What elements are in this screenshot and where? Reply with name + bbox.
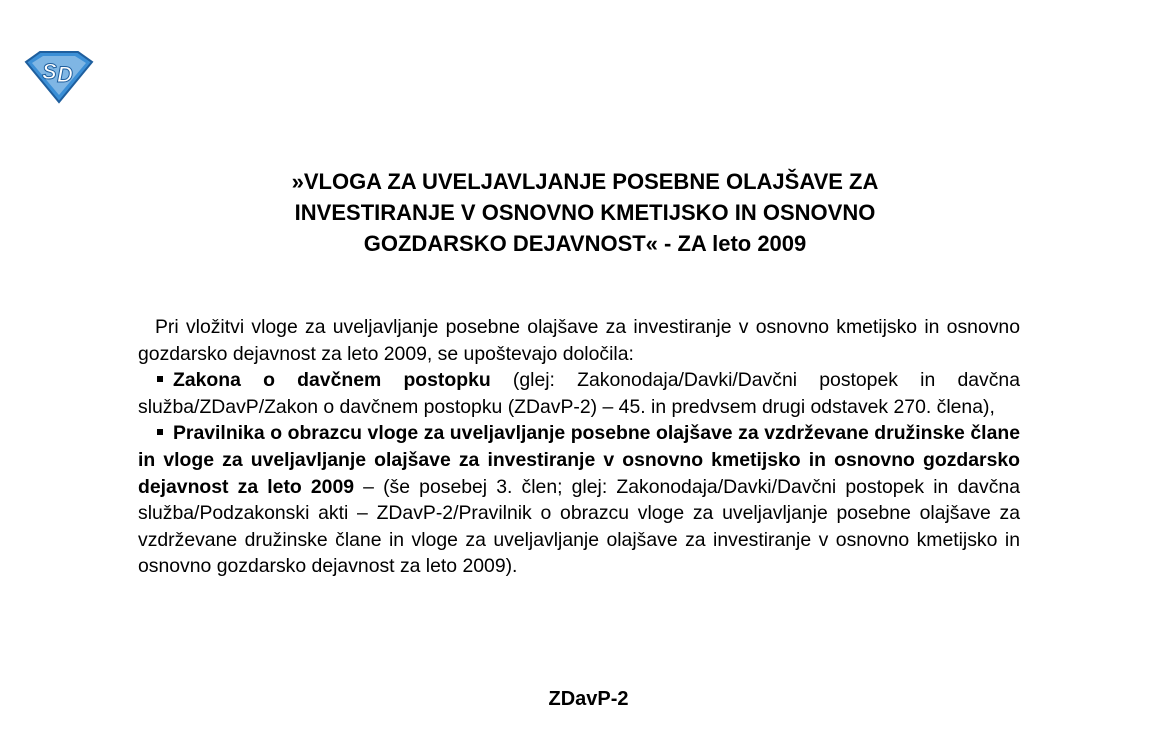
logo-letter-s: S <box>42 59 57 84</box>
bullet-2-text: – (še posebej 3. člen; glej: Zakonodaja/Davki/Davčni postopek in davčna služba/Podzakonski akti – ZDavP-2/Pravilnik o obrazcu vloge za uveljavljanje posebne olajšave za vzdrževane družinske člane in vloge za uveljavljanje olajšave za investiranje v osnovno kmetijsko in osnovno gozdarsko dejavnost za leto 2009). <box>138 475 1020 578</box>
document-title <box>100 166 1070 259</box>
title-line-1: »VLOGA ZA UVELJAVLJANJE POSEBNE OLAJŠAVE ZA <box>291 169 879 194</box>
title-line-3: GOZDARSKO DEJAVNOST« - ZA leto 2009 <box>363 231 807 256</box>
bullet-square-icon <box>157 376 163 382</box>
sd-shield-logo <box>22 50 96 104</box>
document-body <box>138 314 1020 580</box>
title-line-2: INVESTIRANJE V OSNOVNO KMETIJSKO IN OSNOVNO <box>294 200 876 225</box>
bullet-square-icon <box>157 429 163 435</box>
sd-shield-icon <box>22 50 96 104</box>
logo-letter-d: D <box>57 62 73 87</box>
bullet-item-zakon <box>138 367 1020 420</box>
footer-label: ZDavP-2 <box>548 688 629 710</box>
bullet-1-bold: Zakona o davčnem postopku <box>173 369 491 392</box>
intro-paragraph: Pri vložitvi vloge za uveljavljanje posebne olajšave za investiranje v osnovno kmetijsko in osnovno gozdarsko dejavnost za leto 2009, se upoštevajo določila: <box>138 316 1020 365</box>
bullet-item-pravilnik <box>138 420 1020 580</box>
bullet-1-text: (glej: Zakonodaja/Davki/Davčni postopek in davčna služba/ZDavP/Zakon o davčnem postopku (ZDavP-2) – 45. in predvsem drugi odstavek 270. člena), <box>138 369 1020 418</box>
bullet-2-bold: Pravilnika o obrazcu vloge za uveljavljanje posebne olajšave za vzdrževane družinske člane in vloge za uveljavljanje olajšave za investiranje v osnovno kmetijsko in osnovno gozdarsko dejavnost za leto 2009 <box>138 422 1020 498</box>
